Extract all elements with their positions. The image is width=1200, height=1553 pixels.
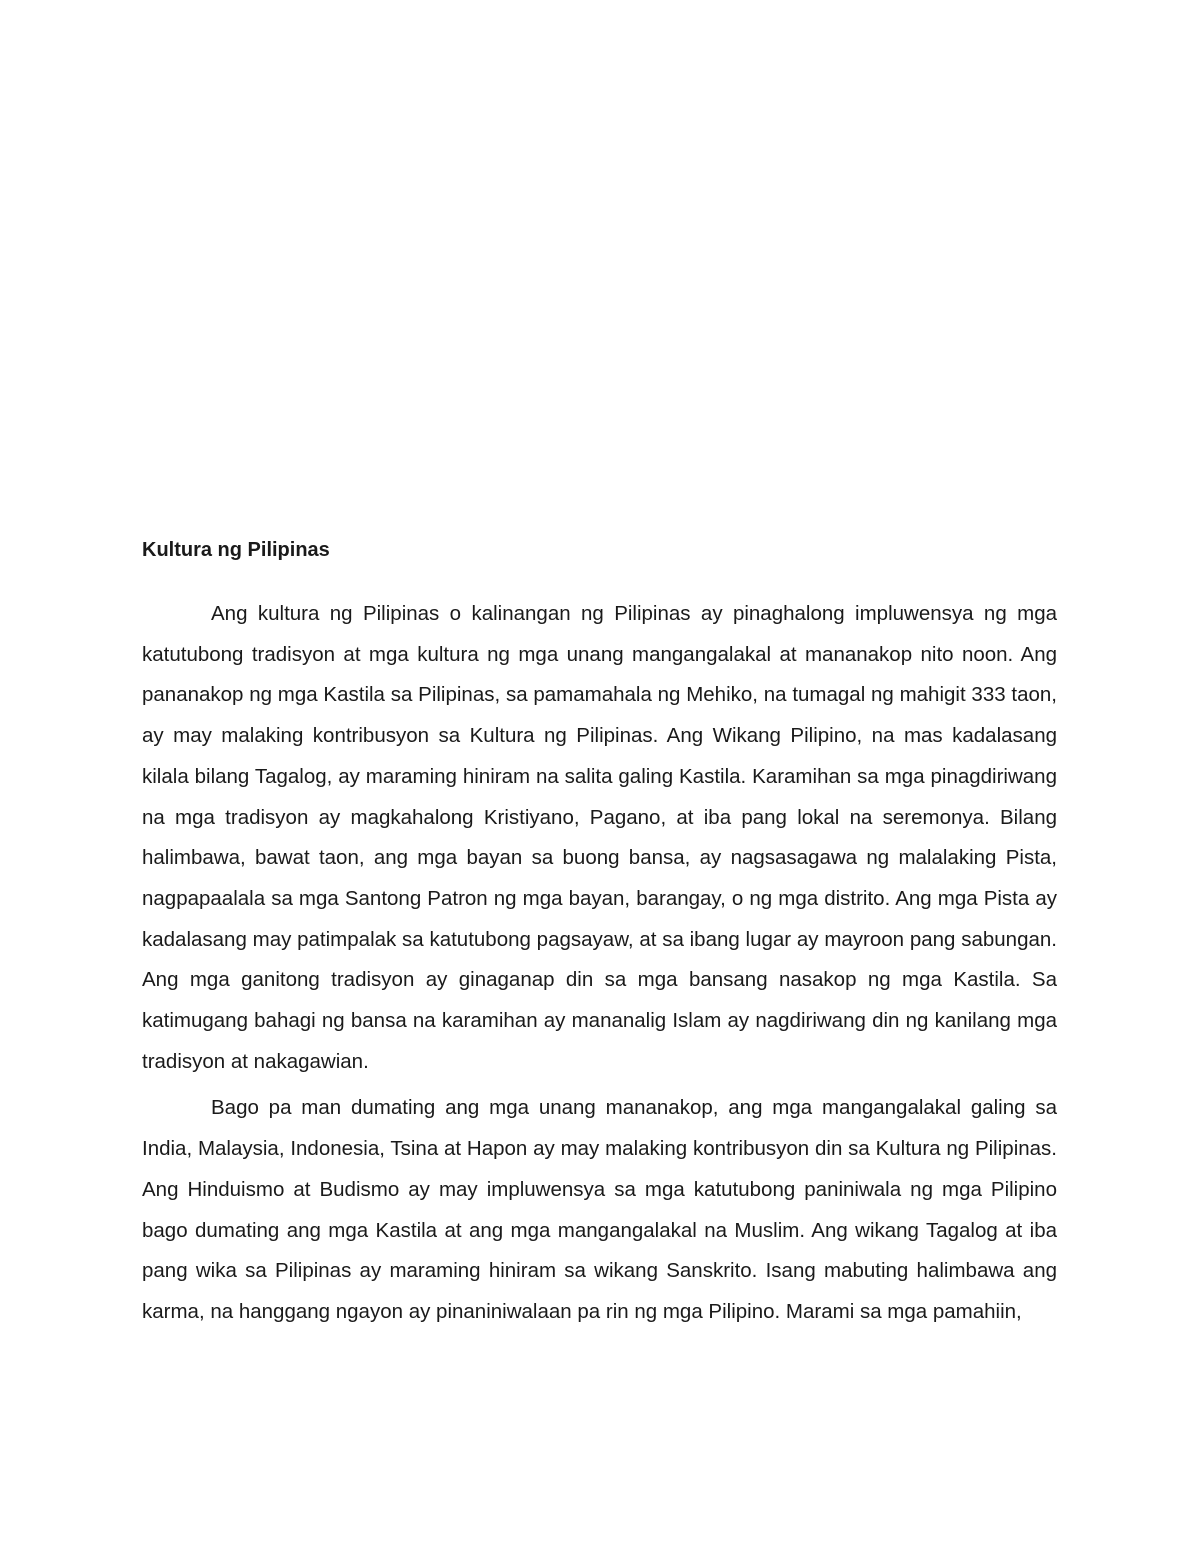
document-title: Kultura ng Pilipinas xyxy=(142,539,330,561)
document-body xyxy=(142,536,1057,1339)
paragraph-1: Ang kultura ng Pilipinas o kalinangan ng Pilipinas ay pinaghalong impluwensya ng mga katutubong tradisyon at mga kultura ng mga unang mangangalakal at mananakop nito noon. Ang pananakop ng mga Kastila sa Pilipinas, sa pamamahala ng Mehiko, na tumagal ng mahigit 333 taon, ay may malaking kontribusyon sa Kultura ng Pilipinas. Ang Wikang Pilipino, na mas kadalasang kilala bilang Tagalog, ay maraming hiniram na salita galing Kastila. Karamihan sa mga pinagdiriwang na mga tradisyon ay magkahalong Kristiyano, Pagano, at iba pang lokal na seremonya. Bilang halimbawa, bawat taon, ang mga bayan sa buong bansa, ay nagsasagawa ng malalaking Pista, nagpapaalala sa mga Santong Patron ng mga bayan, barangay, o ng mga distrito. Ang mga Pista ay kadalasang may patimpalak sa katutubong pagsayaw, at sa ibang lugar ay mayroon pang sabungan. Ang mga ganitong tradisyon ay ginaganap din sa mga bansang nasakop ng mga Kastila. Sa katimugang bahagi ng bansa na karamihan ay mananalig Islam ay nagdiriwang din ng kanilang mga tradisyon at nakagawian. xyxy=(142,602,1057,1073)
paragraph-2: Bago pa man dumating ang mga unang mananakop, ang mga mangangalakal galing sa India, Malaysia, Indonesia, Tsina at Hapon ay may malaking kontribusyon din sa Kultura ng Pilipinas. Ang Hinduismo at Budismo ay may impluwensya sa mga katutubong paniniwala ng mga Pilipino bago dumating ang mga Kastila at ang mga mangangalakal na Muslim. Ang wikang Tagalog at iba pang wika sa Pilipinas ay maraming hiniram sa wikang Sanskrito. Isang mabuting halimbawa ang karma, na hanggang ngayon ay pinaniniwalaan pa rin ng mga Pilipino. Marami sa mga pamahiin, xyxy=(142,1096,1057,1323)
